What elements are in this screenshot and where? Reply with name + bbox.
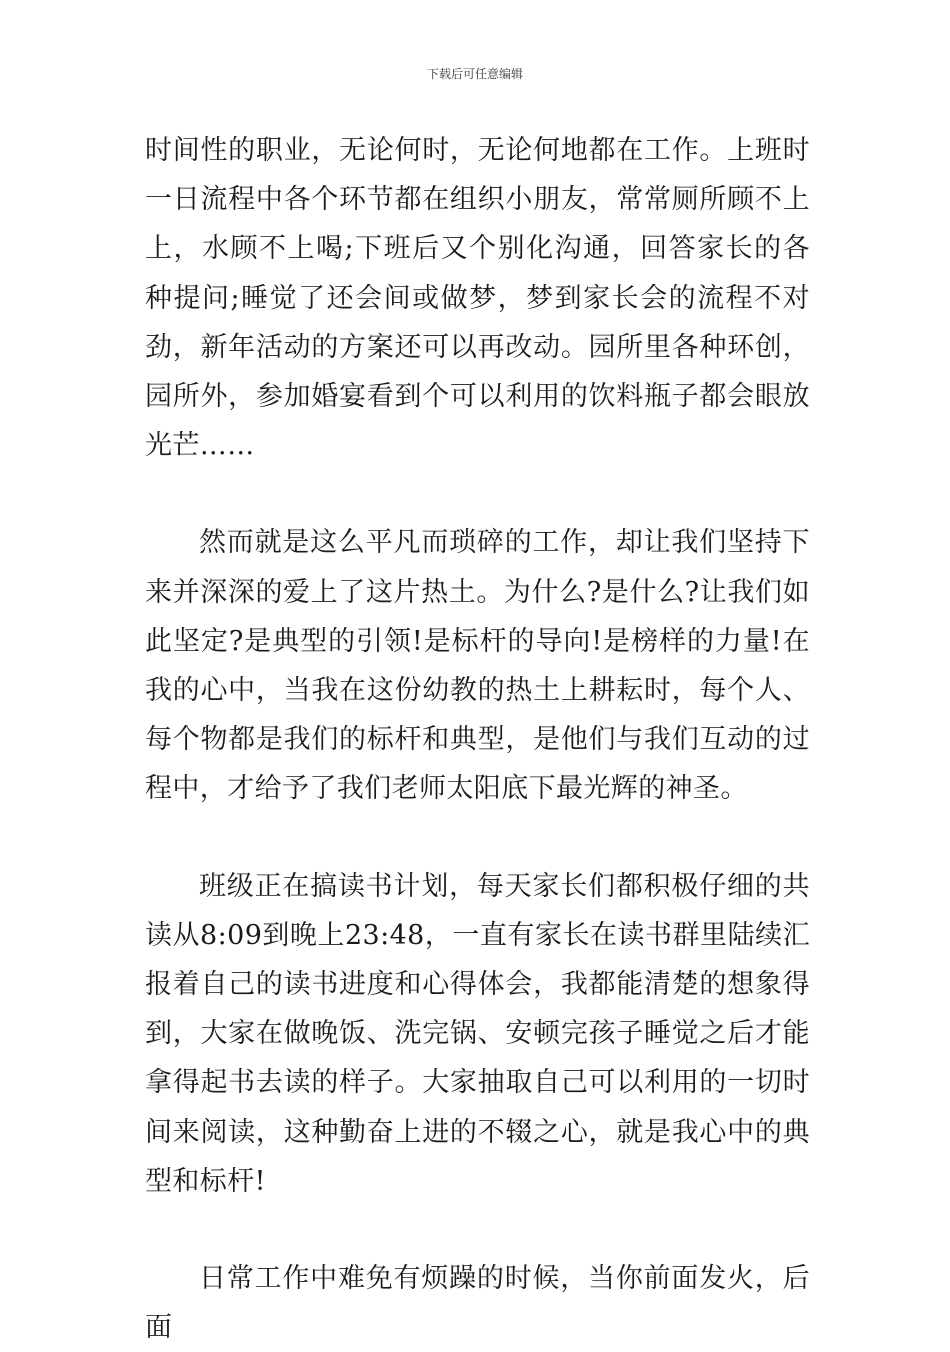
document-body <box>145 126 810 1352</box>
paragraph-3: 班级正在搞读书计划，每天家长们都积极仔细的共读从8:09到晚上23:48，一直有家长在读书群里陆续汇报着自己的读书进度和心得体会，我都能清楚的想象得到，大家在做晚饭、洗完锅、安顿完孩子睡觉之后才能拿得起书去读的样子。大家抽取自己可以利用的一切时间来阅读，这种勤奋上进的不辍之心，就是我心中的典型和标杆! <box>145 870 810 1197</box>
page-header: 下载后可任意编辑 <box>426 67 523 81</box>
paragraph-2: 然而就是这么平凡而琐碎的工作，却让我们坚持下来并深深的爱上了这片热土。为什么?是什么?让我们如此坚定?是典型的引领!是标杆的导向!是榜样的力量!在我的心中，当我在这份幼教的热土上耕耘时，每个人、每个物都是我们的标杆和典型，是他们与我们互动的过程中，才给予了我们老师太阳底下最光辉的神圣。 <box>145 527 810 805</box>
paragraph-1: 时间性的职业，无论何时，无论何地都在工作。上班时一日流程中各个环节都在组织小朋友，常常厕所顾不上上，水顾不上喝;下班后又个别化沟通，回答家长的各种提问;睡觉了还会间或做梦，梦到家长会的流程不对劲，新年活动的方案还可以再改动。园所里各种环创，园所外，参加婚宴看到个可以利用的饮料瓶子都会眼放光芒…… <box>145 135 810 462</box>
paragraph-4: 日常工作中难免有烦躁的时候，当你前面发火，后面 <box>145 1263 810 1344</box>
